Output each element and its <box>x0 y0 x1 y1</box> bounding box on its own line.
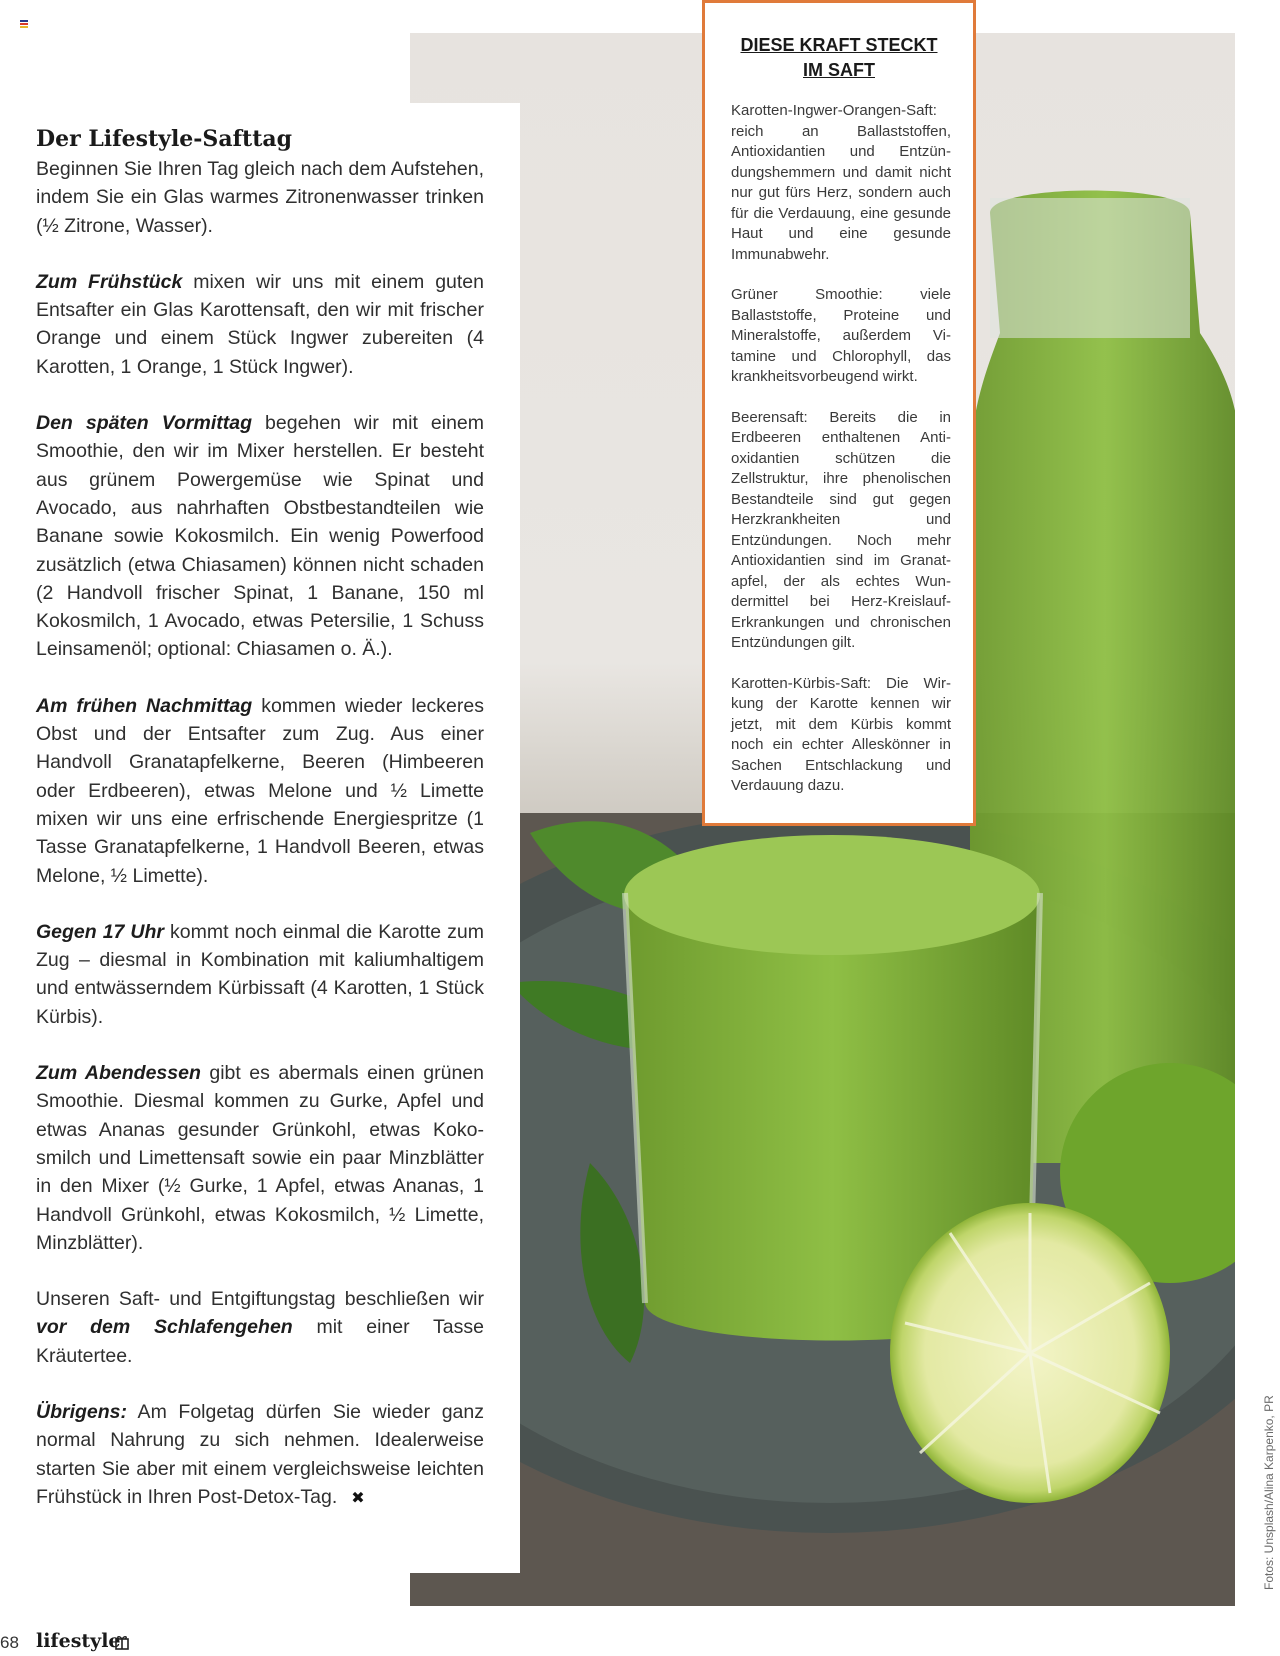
article-paragraph: Übrigens: Am Folgetag dürfen Sie wieder ganz normal Nahrung zu sich nehmen. Idealerweise starten Sie aber mit einem vergleichsweise leichten Frühstück in Ihren Post-Detox-Tag. ✖ <box>36 1398 484 1513</box>
photo-credit: Fotos: Unsplash/Alina Karpenko, PR <box>1262 1395 1276 1590</box>
article-paragraph: Am frühen Nachmittag kommen wieder leckeres Obst und der Entsafter zum Zug. Aus einer Handvoll Granatapfelkerne, Beeren (Himbeeren oder Erdbeeren), etwas Melone und ½ Limette mixen wir uns eine erfrischende Energiespritze (1 Tasse Granatapfelkerne, 1 Handvoll Beeren, etwas Melone, ½ Limette). <box>36 694 484 887</box>
article <box>36 123 484 1541</box>
info-box-body <box>731 101 951 817</box>
flag-icon <box>20 20 28 28</box>
end-mark-icon: ✖ <box>351 1489 365 1507</box>
article-paragraph: Unseren Saft- und Entgiftungstag beschließen wir vor dem Schlafengehen mit einer Tasse Kräutertee. <box>36 1288 484 1367</box>
section-brand: lifestyle <box>36 1630 121 1652</box>
article-paragraph: Den späten Vormittag begehen wir mit einem Smoothie, den wir im Mixer herstellen. Er besteht aus grünem Powergemüse wie Spinat und Avocado, aus nahrhaften Obstbestandteilen wie Banane sowie Kokosmilch. Ein wenig Powerfood zusätzlich (etwa Chiasamen) können nicht schaden (2 Handvoll frischer Spinat, 1 Banane, 150 ml Kokosmilch, 1 Avocado, etwas Petersilie, 1 Schuss Leinsamenöl; optional: Chiasamen o. Ä.). <box>36 412 484 661</box>
info-box-paragraph: Grüner Smoothie: viele Ballaststoffe, Proteine und Mineralstoffe, außerdem Vitamine und Chlorophyll, das krankheitsvorbeugend wirkt. <box>731 286 951 385</box>
article-paragraph: Gegen 17 Uhr kommt noch einmal die Karotte zum Zug – diesmal in Kombination mit kaliumhaltigem und entwässerndem Kürbissaft (4 Karotten, 1 Stück Kürbis). <box>36 920 485 1028</box>
info-box-paragraph: Karotten-Ingwer-Orangen-Saft: reich an Ballaststoffen, Antioxidantien und Entzündungshemmern und damit nicht nur gut fürs Herz, sondern auch für die Verdauung, eine gesunde Haut und eine gesunde Immunabwehr. <box>731 102 951 263</box>
article-paragraph: Beginnen Sie Ihren Tag gleich nach dem Aufstehen, indem Sie ein Glas warmes Zitronenwasser trinken (½ Zitrone, Wasser). <box>36 158 484 237</box>
gift-box-icon <box>114 1634 130 1650</box>
article-title: Der Lifestyle-Safttag <box>36 126 292 152</box>
info-box-title: DIESE KRAFT STECKT IM SAFT <box>740 35 938 80</box>
info-box-paragraph: Karotten-Kürbis-Saft: Die Wirkung der Karotte kennen wir jetzt, mit dem Kürbis kommt noch ein echter Alleskönner in Sachen Entschlackung und Verdauung dazu. <box>731 674 951 794</box>
info-box <box>702 0 976 826</box>
article-paragraph: Zum Abendessen gibt es abermals einen grünen Smoothie. Diesmal kommen zu Gurke, Apfel und etwas Ananas gesunder Grünkohl, etwas Kokosmilch und Limettensaft sowie ein paar Minzblätter in den Mixer (½ Gurke, 1 Apfel, etwas Ananas, 1 Handvoll Grünkohl, etwas Kokosmilch, ½ Limette, Minzblätter). <box>36 1062 484 1254</box>
info-box-paragraph: Beerensaft: Bereits die in Erdbeeren enthaltenen Antioxidantien schützen die Zellstruktur, ihre phenolischen Bestandteile sind gut gegen Herzkrankheiten und Entzündungen. Noch mehr Antioxidantien sind im Granatapfel, der als echtes Wundermittel bei Herz-Kreislauf-Erkrankungen und chronischen Entzündungen gilt. <box>731 408 951 651</box>
article-paragraph: Zum Frühstück mixen wir uns mit einem guten Entsafter ein Glas Karottensaft, den wir mit frischer Orange und einem Stück Ingwer zubereiten (4 Karotten, 1 Orange, 1 Stück Ingwer). <box>36 270 484 378</box>
page-number: 68 <box>0 1633 19 1652</box>
